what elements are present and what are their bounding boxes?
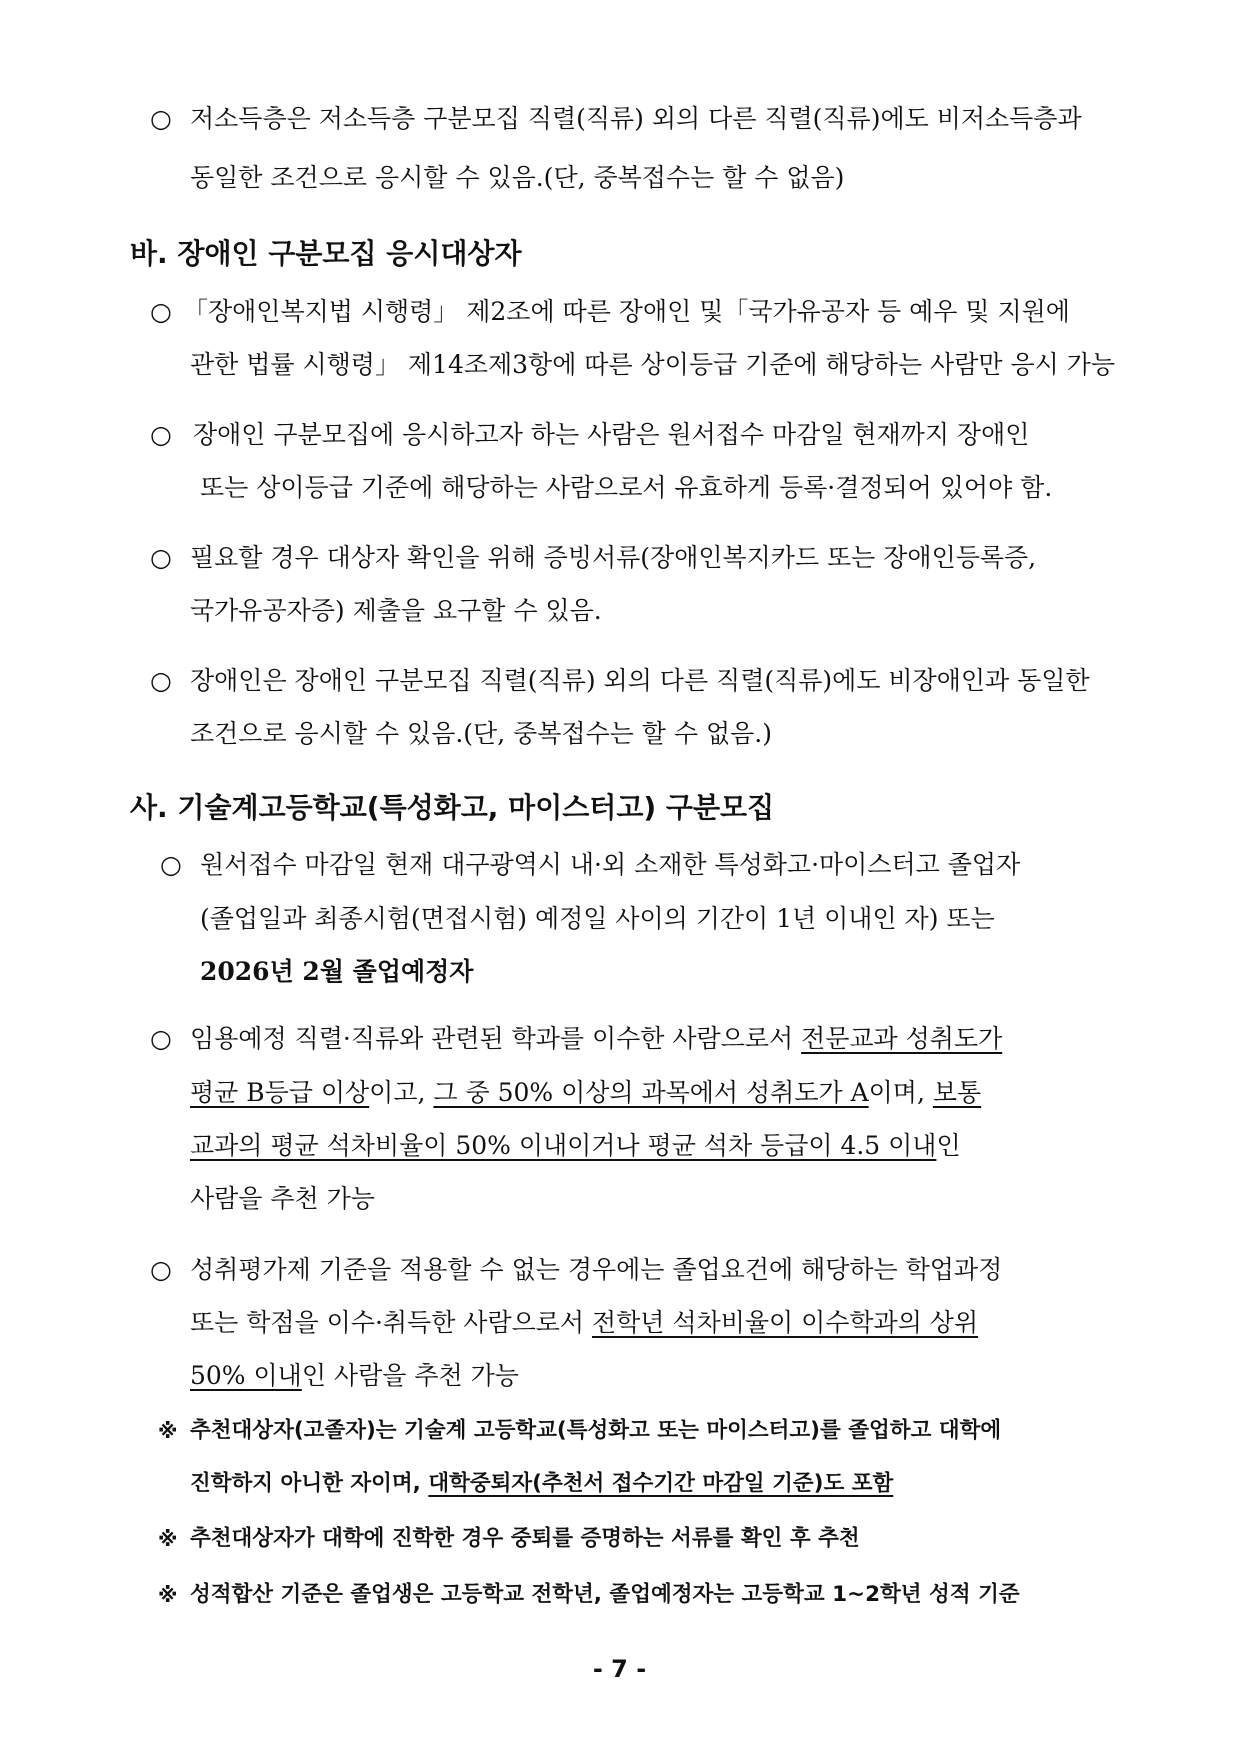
text-run: 인 사람을 추천 가능 — [301, 1361, 519, 1390]
text-run: 이고, — [369, 1078, 434, 1107]
note-mark: ※ — [158, 1527, 178, 1551]
paragraph-line — [190, 1129, 961, 1163]
text-run: 임용예정 직렬·직류와 관련된 학과를 이수한 사람으로서 — [190, 1024, 802, 1053]
bullet-mark: ○ — [160, 850, 182, 879]
paragraph-line: 조건으로 응시할 수 있음.(단, 중복접수는 할 수 없음.) — [190, 719, 772, 748]
underlined-text: 교과의 평균 석차비율이 50% 이내이거나 평균 석차 등급이 4.5 이내 — [190, 1131, 937, 1160]
note-mark: ※ — [158, 1419, 178, 1443]
note-line: 추천대상자(고졸자)는 기술계 고등학교(특성화고 또는 마이스터고)를 졸업하고 대학에 — [190, 1418, 1002, 1443]
bullet-mark: ○ — [150, 543, 172, 572]
text-run: 진학하지 아니한 자이며, — [190, 1471, 429, 1496]
paragraph-line — [190, 1022, 1002, 1056]
note-mark: ※ — [158, 1583, 178, 1607]
paragraph-line — [190, 1359, 519, 1393]
paragraph-line: 필요할 경우 대상자 확인을 위해 증빙서류(장애인복지카드 또는 장애인등록증, — [190, 543, 1037, 572]
paragraph-line: (졸업일과 최종시험(면접시험) 예정일 사이의 기간이 1년 이내인 자) 또는 — [200, 904, 995, 933]
note-line — [190, 1469, 893, 1499]
note-line: 추천대상자가 대학에 진학한 경우 중퇴를 증명하는 서류를 확인 후 추천 — [190, 1526, 860, 1551]
text-run: 인 — [936, 1131, 961, 1160]
bullet-mark: ○ — [150, 420, 172, 449]
paragraph-line: 동일한 조건으로 응시할 수 있음.(단, 중복접수는 할 수 없음) — [190, 163, 845, 192]
underlined-text: 전문교과 성취도가 — [801, 1024, 1003, 1053]
paragraph-line: 사람을 추천 가능 — [190, 1184, 375, 1213]
paragraph-line: 또는 상이등급 기준에 해당하는 사람으로서 유효하게 등록·결정되어 있어야 함. — [200, 473, 1053, 502]
paragraph-line: 국가유공자증) 제출을 요구할 수 있음. — [190, 596, 602, 625]
underlined-text: 50% 이내 — [190, 1361, 302, 1390]
section-heading-ba: 바. 장애인 구분모집 응시대상자 — [130, 237, 522, 270]
paragraph-line: 「장애인복지법 시행령」 제2조에 따른 장애인 및「국가유공자 등 예우 및 지원에 — [183, 297, 1070, 326]
paragraph-line: 장애인 구분모집에 응시하고자 하는 사람은 원서접수 마감일 현재까지 장애인 — [193, 420, 1030, 449]
paragraph-line: 2026년 2월 졸업예정자 — [200, 957, 474, 986]
section-heading-sa: 사. 기술계고등학교(특성화고, 마이스터고) 구분모집 — [130, 791, 775, 824]
underlined-text: 대학중퇴자(추천서 접수기간 마감일 기준)도 포함 — [428, 1471, 894, 1496]
bullet-mark: ○ — [150, 1255, 172, 1284]
bullet-mark: ○ — [150, 297, 172, 326]
paragraph-line: 장애인은 장애인 구분모집 직렬(직류) 외의 다른 직렬(직류)에도 비장애인과 동일한 — [190, 666, 1090, 695]
underlined-text: 평균 B등급 이상 — [190, 1078, 370, 1107]
note-line: 성적합산 기준은 졸업생은 고등학교 전학년, 졸업예정자는 고등학교 1~2학년 성적 기준 — [190, 1582, 1020, 1607]
paragraph-line — [190, 1076, 981, 1110]
underlined-text: 그 중 50% 이상의 과목에서 성취도가 A — [433, 1078, 869, 1107]
paragraph-line: 원서접수 마감일 현재 대구광역시 내·외 소재한 특성화고·마이스터고 졸업자 — [200, 850, 1021, 879]
text-run: 또는 학점을 이수·취득한 사람으로서 — [190, 1308, 592, 1337]
bullet-mark: ○ — [150, 1024, 172, 1053]
paragraph-line: 성취평가제 기준을 적용할 수 없는 경우에는 졸업요건에 해당하는 학업과정 — [190, 1255, 1003, 1284]
text-run: 이며, — [868, 1078, 933, 1107]
underlined-text: 전학년 석차비율이 이수학과의 상위 — [592, 1308, 979, 1337]
paragraph-line — [190, 1306, 978, 1340]
bullet-mark: ○ — [150, 666, 172, 695]
paragraph-line: 관한 법률 시행령」 제14조제3항에 따른 상이등급 기준에 해당하는 사람만 응시 가능 — [190, 350, 1115, 379]
paragraph-line: 저소득층은 저소득층 구분모집 직렬(직류) 외의 다른 직렬(직류)에도 비저소득층과 — [190, 104, 1082, 133]
bullet-mark: ○ — [150, 104, 172, 133]
page-number: - 7 - — [592, 1655, 647, 1683]
underlined-text: 보통 — [932, 1078, 982, 1107]
